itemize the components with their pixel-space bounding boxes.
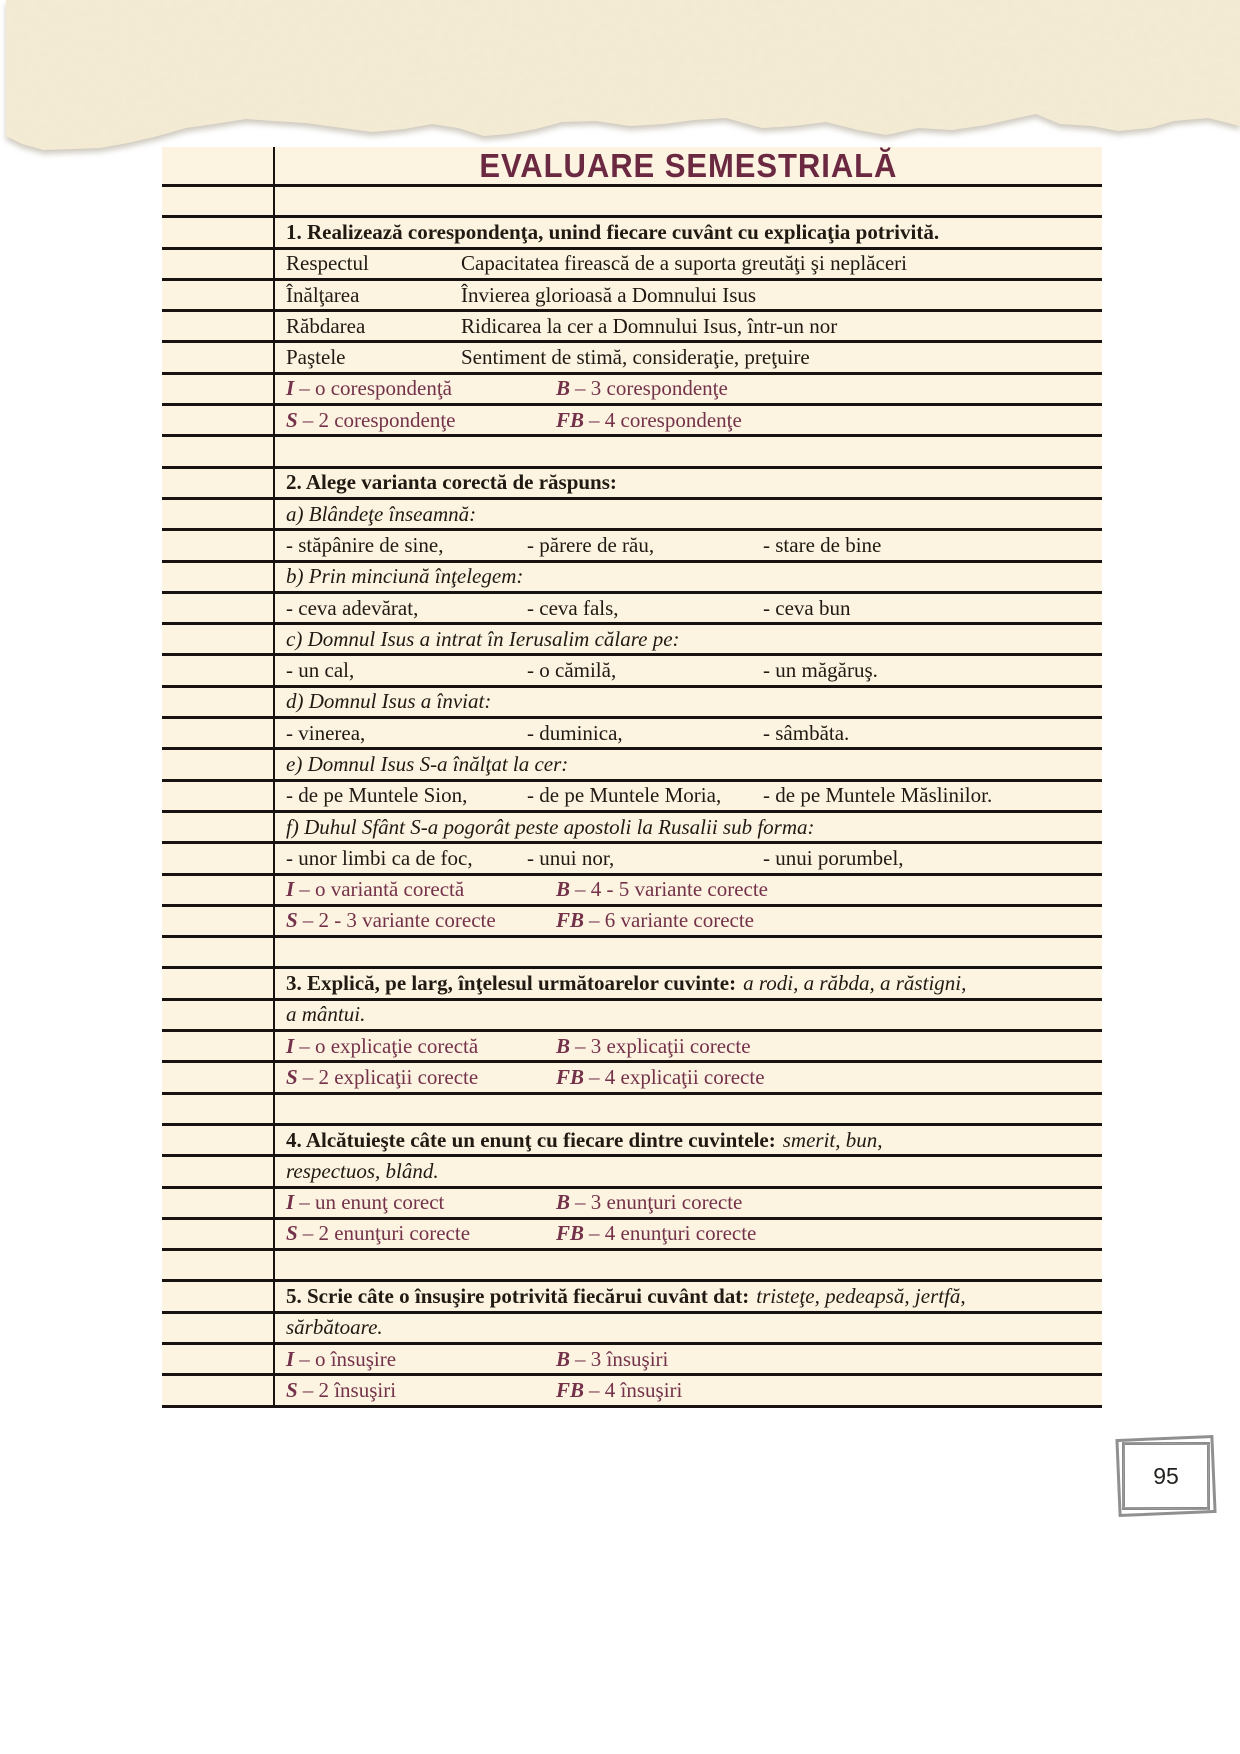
grade-letter: I xyxy=(286,1033,295,1058)
content-cell xyxy=(275,1032,1102,1060)
answer-option: - unor limbi ca de foc, xyxy=(286,845,473,870)
content-cell xyxy=(275,656,1102,684)
answer-option: - părere de rău, xyxy=(527,532,655,557)
table-row xyxy=(162,688,1102,719)
grade-description: – 4 enunţuri corecte xyxy=(589,1221,757,1246)
content-cell xyxy=(275,187,1102,215)
grade-scale-item xyxy=(556,1033,751,1058)
grade-letter: S xyxy=(286,1064,298,1089)
page-title: EVALUARE SEMESTRIALĂ xyxy=(479,147,898,184)
grade-description: – 2 enunţuri corecte xyxy=(302,1221,471,1246)
subquestion-label: b) Prin minciună înţelegem: xyxy=(286,564,524,589)
content-cell xyxy=(275,1376,1102,1404)
grade-scale-item xyxy=(286,1223,556,1244)
table-row xyxy=(162,1095,1102,1126)
grade-letter: I xyxy=(286,877,295,902)
table-row xyxy=(162,969,1102,1000)
content-cell xyxy=(275,531,1102,559)
grade-letter: S xyxy=(286,407,298,432)
table-row xyxy=(162,1001,1102,1032)
grade-letter: B xyxy=(556,1346,571,1371)
content-cell xyxy=(275,969,1102,997)
table-row xyxy=(162,281,1102,312)
table-row xyxy=(162,500,1102,531)
content-cell xyxy=(275,437,1102,465)
table-row xyxy=(162,531,1102,562)
margin-cell xyxy=(162,500,275,528)
grade-scale-item xyxy=(556,1377,683,1402)
answer-option: - de pe Muntele Măslinilor. xyxy=(763,783,993,808)
content-cell xyxy=(275,1157,1102,1185)
grade-letter: FB xyxy=(556,1221,585,1246)
grade-description: – 4 însuşiri xyxy=(589,1377,683,1402)
match-definition: Ridicarea la cer a Domnului Isus, într-un nor xyxy=(461,313,838,338)
grade-letter: I xyxy=(286,1190,295,1215)
content-cell xyxy=(275,750,1102,778)
margin-cell xyxy=(162,782,275,810)
table-row xyxy=(162,1157,1102,1188)
table-row xyxy=(162,719,1102,750)
subquestion-label: a) Blândeţe înseamnă: xyxy=(286,501,477,526)
answer-option: - un cal, xyxy=(286,658,355,683)
grade-scale-item xyxy=(556,1064,765,1089)
content-cell xyxy=(275,563,1102,591)
margin-cell xyxy=(162,1063,275,1091)
grade-scale-item xyxy=(556,1346,669,1371)
table-row xyxy=(162,147,1102,187)
exercise-word-list-continuation: a mântui. xyxy=(286,1002,366,1027)
table-row xyxy=(162,1345,1102,1376)
match-word: Înălţarea xyxy=(286,282,360,307)
content-cell xyxy=(275,218,1102,246)
content-cell xyxy=(275,625,1102,653)
margin-cell xyxy=(162,1001,275,1029)
grade-letter: S xyxy=(286,1377,298,1402)
content-cell xyxy=(275,1001,1102,1029)
answer-option: - ceva fals, xyxy=(527,595,619,620)
content-cell xyxy=(275,343,1102,371)
content-cell xyxy=(275,312,1102,340)
grade-description: – 4 corespondenţe xyxy=(589,407,742,432)
grade-scale-item xyxy=(556,407,742,432)
exercise-word-list-continuation: sărbătoare. xyxy=(286,1315,383,1340)
margin-cell xyxy=(162,656,275,684)
grade-description: – o explicaţie corectă xyxy=(299,1033,479,1058)
content-cell xyxy=(275,500,1102,528)
content-cell xyxy=(275,1251,1102,1279)
answer-option: - stare de bine xyxy=(763,532,882,557)
content-cell xyxy=(275,375,1102,403)
grade-letter: B xyxy=(556,1033,571,1058)
grade-scale-item xyxy=(286,407,556,432)
margin-cell xyxy=(162,688,275,716)
grade-scale-item xyxy=(286,910,556,931)
table-row xyxy=(162,375,1102,406)
grade-letter: S xyxy=(286,1221,298,1246)
answer-option: - vinerea, xyxy=(286,720,366,745)
margin-cell xyxy=(162,1251,275,1279)
margin-cell xyxy=(162,1376,275,1404)
match-word: Paştele xyxy=(286,345,346,370)
grade-letter: B xyxy=(556,877,571,902)
margin-cell xyxy=(162,1345,275,1373)
table-row xyxy=(162,1032,1102,1063)
margin-cell xyxy=(162,406,275,434)
table-row xyxy=(162,750,1102,781)
grade-letter: I xyxy=(286,376,295,401)
margin-cell xyxy=(162,187,275,215)
table-row xyxy=(162,406,1102,437)
grade-description: – o corespondenţă xyxy=(299,376,452,401)
margin-cell xyxy=(162,343,275,371)
match-definition: Capacitatea firească de a suporta greutăţi şi neplăceri xyxy=(461,251,908,276)
table-row xyxy=(162,1314,1102,1345)
grade-scale-item xyxy=(286,1064,556,1089)
table-row xyxy=(162,187,1102,218)
content-cell xyxy=(275,844,1102,872)
margin-cell xyxy=(162,1157,275,1185)
grade-letter: B xyxy=(556,1190,571,1215)
exercise-heading: 1. Realizează corespondenţa, unind fiecare cuvânt cu explicaţia potrivită. xyxy=(286,219,940,244)
margin-cell xyxy=(162,750,275,778)
subquestion-label: d) Domnul Isus a înviat: xyxy=(286,689,492,714)
grade-description: – 3 corespondenţe xyxy=(575,376,728,401)
exercise-word-list-continuation: respectuos, blând. xyxy=(286,1158,439,1183)
answer-option: - un măgăruş. xyxy=(763,658,878,683)
match-definition: Învierea glorioasă a Domnului Isus xyxy=(461,282,757,307)
grade-scale-item xyxy=(556,1223,756,1244)
content-cell xyxy=(275,876,1102,904)
margin-cell xyxy=(162,531,275,559)
table-row xyxy=(162,1126,1102,1157)
grade-letter: FB xyxy=(556,908,585,933)
margin-cell xyxy=(162,969,275,997)
margin-cell xyxy=(162,312,275,340)
grade-letter: S xyxy=(286,908,298,933)
table-row xyxy=(162,343,1102,374)
margin-cell xyxy=(162,594,275,622)
margin-cell xyxy=(162,1032,275,1060)
grade-description: – 3 însuşiri xyxy=(575,1346,669,1371)
table-row xyxy=(162,469,1102,500)
grade-letter: FB xyxy=(556,1064,585,1089)
grade-description: – 4 explicaţii corecte xyxy=(589,1064,765,1089)
content-cell xyxy=(275,1095,1102,1123)
answer-option: - de pe Muntele Moria, xyxy=(527,783,722,808)
content-cell xyxy=(275,594,1102,622)
content-cell xyxy=(275,938,1102,966)
table-row xyxy=(162,1376,1102,1407)
answer-option: - unui nor, xyxy=(527,845,615,870)
grade-scale-item xyxy=(556,378,728,399)
worksheet-table xyxy=(162,147,1102,1408)
content-cell xyxy=(275,813,1102,841)
table-row xyxy=(162,625,1102,656)
grade-scale-item xyxy=(286,378,556,399)
content-cell xyxy=(275,907,1102,935)
subquestion-label: f) Duhul Sfânt S-a pogorât peste apostoli la Rusalii sub forma: xyxy=(286,814,815,839)
grade-scale-item xyxy=(286,1033,556,1058)
grade-scale-item xyxy=(286,1377,556,1402)
table-row xyxy=(162,1063,1102,1094)
exercise-word-list: smerit, bun, xyxy=(782,1127,883,1152)
exercise-heading: 2. Alege varianta corectă de răspuns: xyxy=(286,470,617,495)
table-row xyxy=(162,1282,1102,1313)
margin-cell xyxy=(162,813,275,841)
grade-letter: FB xyxy=(556,407,585,432)
margin-cell xyxy=(162,375,275,403)
grade-description: – 6 variante corecte xyxy=(589,908,755,933)
table-row xyxy=(162,1251,1102,1282)
grade-description: – 2 corespondenţe xyxy=(302,407,456,432)
content-cell xyxy=(275,1063,1102,1091)
grade-scale-item xyxy=(286,1346,556,1371)
margin-cell xyxy=(162,719,275,747)
margin-cell xyxy=(162,907,275,935)
match-definition: Sentiment de stimă, consideraţie, preţuire xyxy=(461,345,810,370)
table-row xyxy=(162,563,1102,594)
margin-cell xyxy=(162,1282,275,1310)
margin-cell xyxy=(162,218,275,246)
table-row xyxy=(162,218,1102,249)
margin-cell xyxy=(162,1220,275,1248)
content-cell xyxy=(275,1282,1102,1310)
margin-cell xyxy=(162,147,275,184)
exercise-heading: 3. Explică, pe larg, înţelesul următoarelor cuvinte: xyxy=(286,971,737,996)
table-row xyxy=(162,656,1102,687)
answer-option: - ceva adevărat, xyxy=(286,595,419,620)
page-number-box xyxy=(1122,1442,1210,1510)
margin-cell xyxy=(162,250,275,278)
content-cell xyxy=(275,1189,1102,1217)
subquestion-label: e) Domnul Isus S-a înălţat la cer: xyxy=(286,751,569,776)
table-row xyxy=(162,312,1102,343)
table-row xyxy=(162,813,1102,844)
content-cell xyxy=(275,1345,1102,1373)
margin-cell xyxy=(162,625,275,653)
table-row xyxy=(162,844,1102,875)
exercise-word-list: a rodi, a răbda, a răstigni, xyxy=(743,971,967,996)
answer-option: - sâmbăta. xyxy=(763,720,850,745)
table-row xyxy=(162,250,1102,281)
grade-scale-item xyxy=(286,879,556,900)
answer-option: - de pe Muntele Sion, xyxy=(286,783,468,808)
grade-scale-item xyxy=(556,1192,742,1213)
grade-description: – 3 enunţuri corecte xyxy=(575,1190,743,1215)
grade-scale-item xyxy=(556,910,754,931)
content-cell xyxy=(275,782,1102,810)
answer-option: - stăpânire de sine, xyxy=(286,532,444,557)
margin-cell xyxy=(162,1095,275,1123)
exercise-heading: 4. Alcătuieşte câte un enunţ cu fiecare dintre cuvintele: xyxy=(286,1127,776,1152)
margin-cell xyxy=(162,469,275,497)
grade-description: – 2 explicaţii corecte xyxy=(302,1064,479,1089)
content-cell xyxy=(275,281,1102,309)
content-cell xyxy=(275,406,1102,434)
subquestion-label: c) Domnul Isus a intrat în Ierusalim călare pe: xyxy=(286,626,680,651)
margin-cell xyxy=(162,1189,275,1217)
grade-description: – 4 - 5 variante corecte xyxy=(575,877,768,902)
margin-cell xyxy=(162,563,275,591)
content-cell xyxy=(275,1220,1102,1248)
table-row xyxy=(162,782,1102,813)
grade-description: – 3 explicaţii corecte xyxy=(575,1033,751,1058)
answer-option: - unui porumbel, xyxy=(763,845,904,870)
torn-paper-texture xyxy=(0,0,1240,170)
table-row xyxy=(162,437,1102,468)
answer-option: - duminica, xyxy=(527,720,623,745)
page-number: 95 xyxy=(1153,1462,1179,1489)
content-cell xyxy=(275,1314,1102,1342)
table-row xyxy=(162,1189,1102,1220)
table-row xyxy=(162,907,1102,938)
grade-letter: FB xyxy=(556,1377,585,1402)
content-cell xyxy=(275,147,1102,184)
margin-cell xyxy=(162,844,275,872)
table-row xyxy=(162,594,1102,625)
match-word: Respectul xyxy=(286,251,369,276)
margin-cell xyxy=(162,938,275,966)
exercise-word-list: tristeţe, pedeapsă, jertfă, xyxy=(756,1284,966,1309)
content-cell xyxy=(275,469,1102,497)
margin-cell xyxy=(162,281,275,309)
content-cell xyxy=(275,250,1102,278)
content-cell xyxy=(275,688,1102,716)
margin-cell xyxy=(162,1314,275,1342)
grade-letter: B xyxy=(556,376,571,401)
margin-cell xyxy=(162,876,275,904)
grade-scale-item xyxy=(286,1192,556,1213)
match-word: Răbdarea xyxy=(286,313,366,338)
content-cell xyxy=(275,1126,1102,1154)
answer-option: - o cămilă, xyxy=(527,658,617,683)
answer-option: - ceva bun xyxy=(763,595,851,620)
table-row xyxy=(162,938,1102,969)
grade-description: – o variantă corectă xyxy=(299,877,465,902)
table-row xyxy=(162,876,1102,907)
content-cell xyxy=(275,719,1102,747)
grade-description: – 2 însuşiri xyxy=(302,1377,397,1402)
margin-cell xyxy=(162,437,275,465)
grade-scale-item xyxy=(556,879,768,900)
margin-cell xyxy=(162,1126,275,1154)
grade-description: – 2 - 3 variante corecte xyxy=(302,908,496,933)
grade-description: – un enunţ corect xyxy=(299,1190,445,1215)
grade-description: – o însuşire xyxy=(299,1346,397,1371)
exercise-heading: 5. Scrie câte o însuşire potrivită fiecărui cuvânt dat: xyxy=(286,1284,750,1309)
grade-letter: I xyxy=(286,1346,295,1371)
table-row xyxy=(162,1220,1102,1251)
